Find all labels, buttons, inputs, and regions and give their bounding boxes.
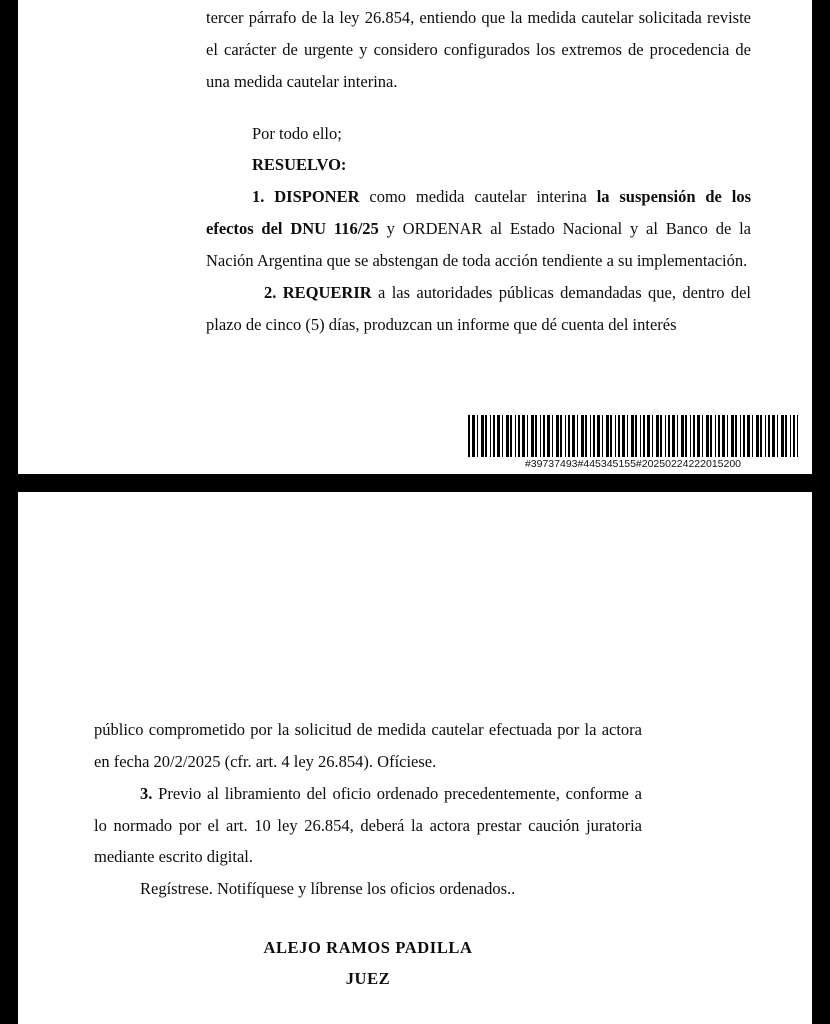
page-separator: [0, 474, 830, 492]
paragraph-7: 3. Previo al libramiento del oficio ordenado precedentemente, conforme a lo normado por el art. 10 ley 26.854, deberá la actora prestar caución juratoria mediante escrito digital.: [94, 783, 642, 867]
page-1-text-block: [206, 0, 751, 340]
document-page-2: [18, 492, 812, 1024]
document-page-1: [18, 0, 812, 474]
barcode-block: [468, 415, 798, 470]
paragraph-3-resuelvo: RESUELVO:: [252, 155, 347, 175]
paragraph-1: tercer párrafo de la ley 26.854, entiendo que la medida cautelar solicitada reviste el carácter de urgente y considero configurados los extremos de procedencia de una medida cautelar interina.: [206, 8, 751, 91]
paragraph-2: Por todo ello;: [252, 123, 342, 143]
paragraph-5-requerir: 2. REQUERIR a las autoridades públicas demandadas que, dentro del plazo de cinco (5) días, produzcan un informe que dé cuenta del interés: [206, 282, 751, 334]
paragraph-8-registrese: Regístrese. Notifíquese y líbrense los oficios ordenados..: [140, 879, 516, 899]
paragraph-4-disponer: 1. DISPONER como medida cautelar interina la suspensión de los efectos del DNU 116/25 y ORDENAR al Estado Nacional y al Banco de la Nación Argentina que se abstengan de toda acción tendiente a su implementación.: [206, 187, 752, 270]
page-2-text-block: [94, 714, 642, 905]
barcode-image: [468, 415, 798, 457]
judge-name: ALEJO RAMOS PADILLA: [263, 938, 473, 957]
paragraph-6: público comprometido por la solicitud de medida cautelar efectuada por la actora en fecha 20/2/2025 (cfr. art. 4 ley 26.854). Ofíciese.: [94, 720, 642, 771]
barcode-label: #39737493#445345155#20250224222015200: [524, 458, 742, 470]
signature-block: [94, 932, 642, 995]
judge-title: JUEZ: [345, 969, 391, 989]
